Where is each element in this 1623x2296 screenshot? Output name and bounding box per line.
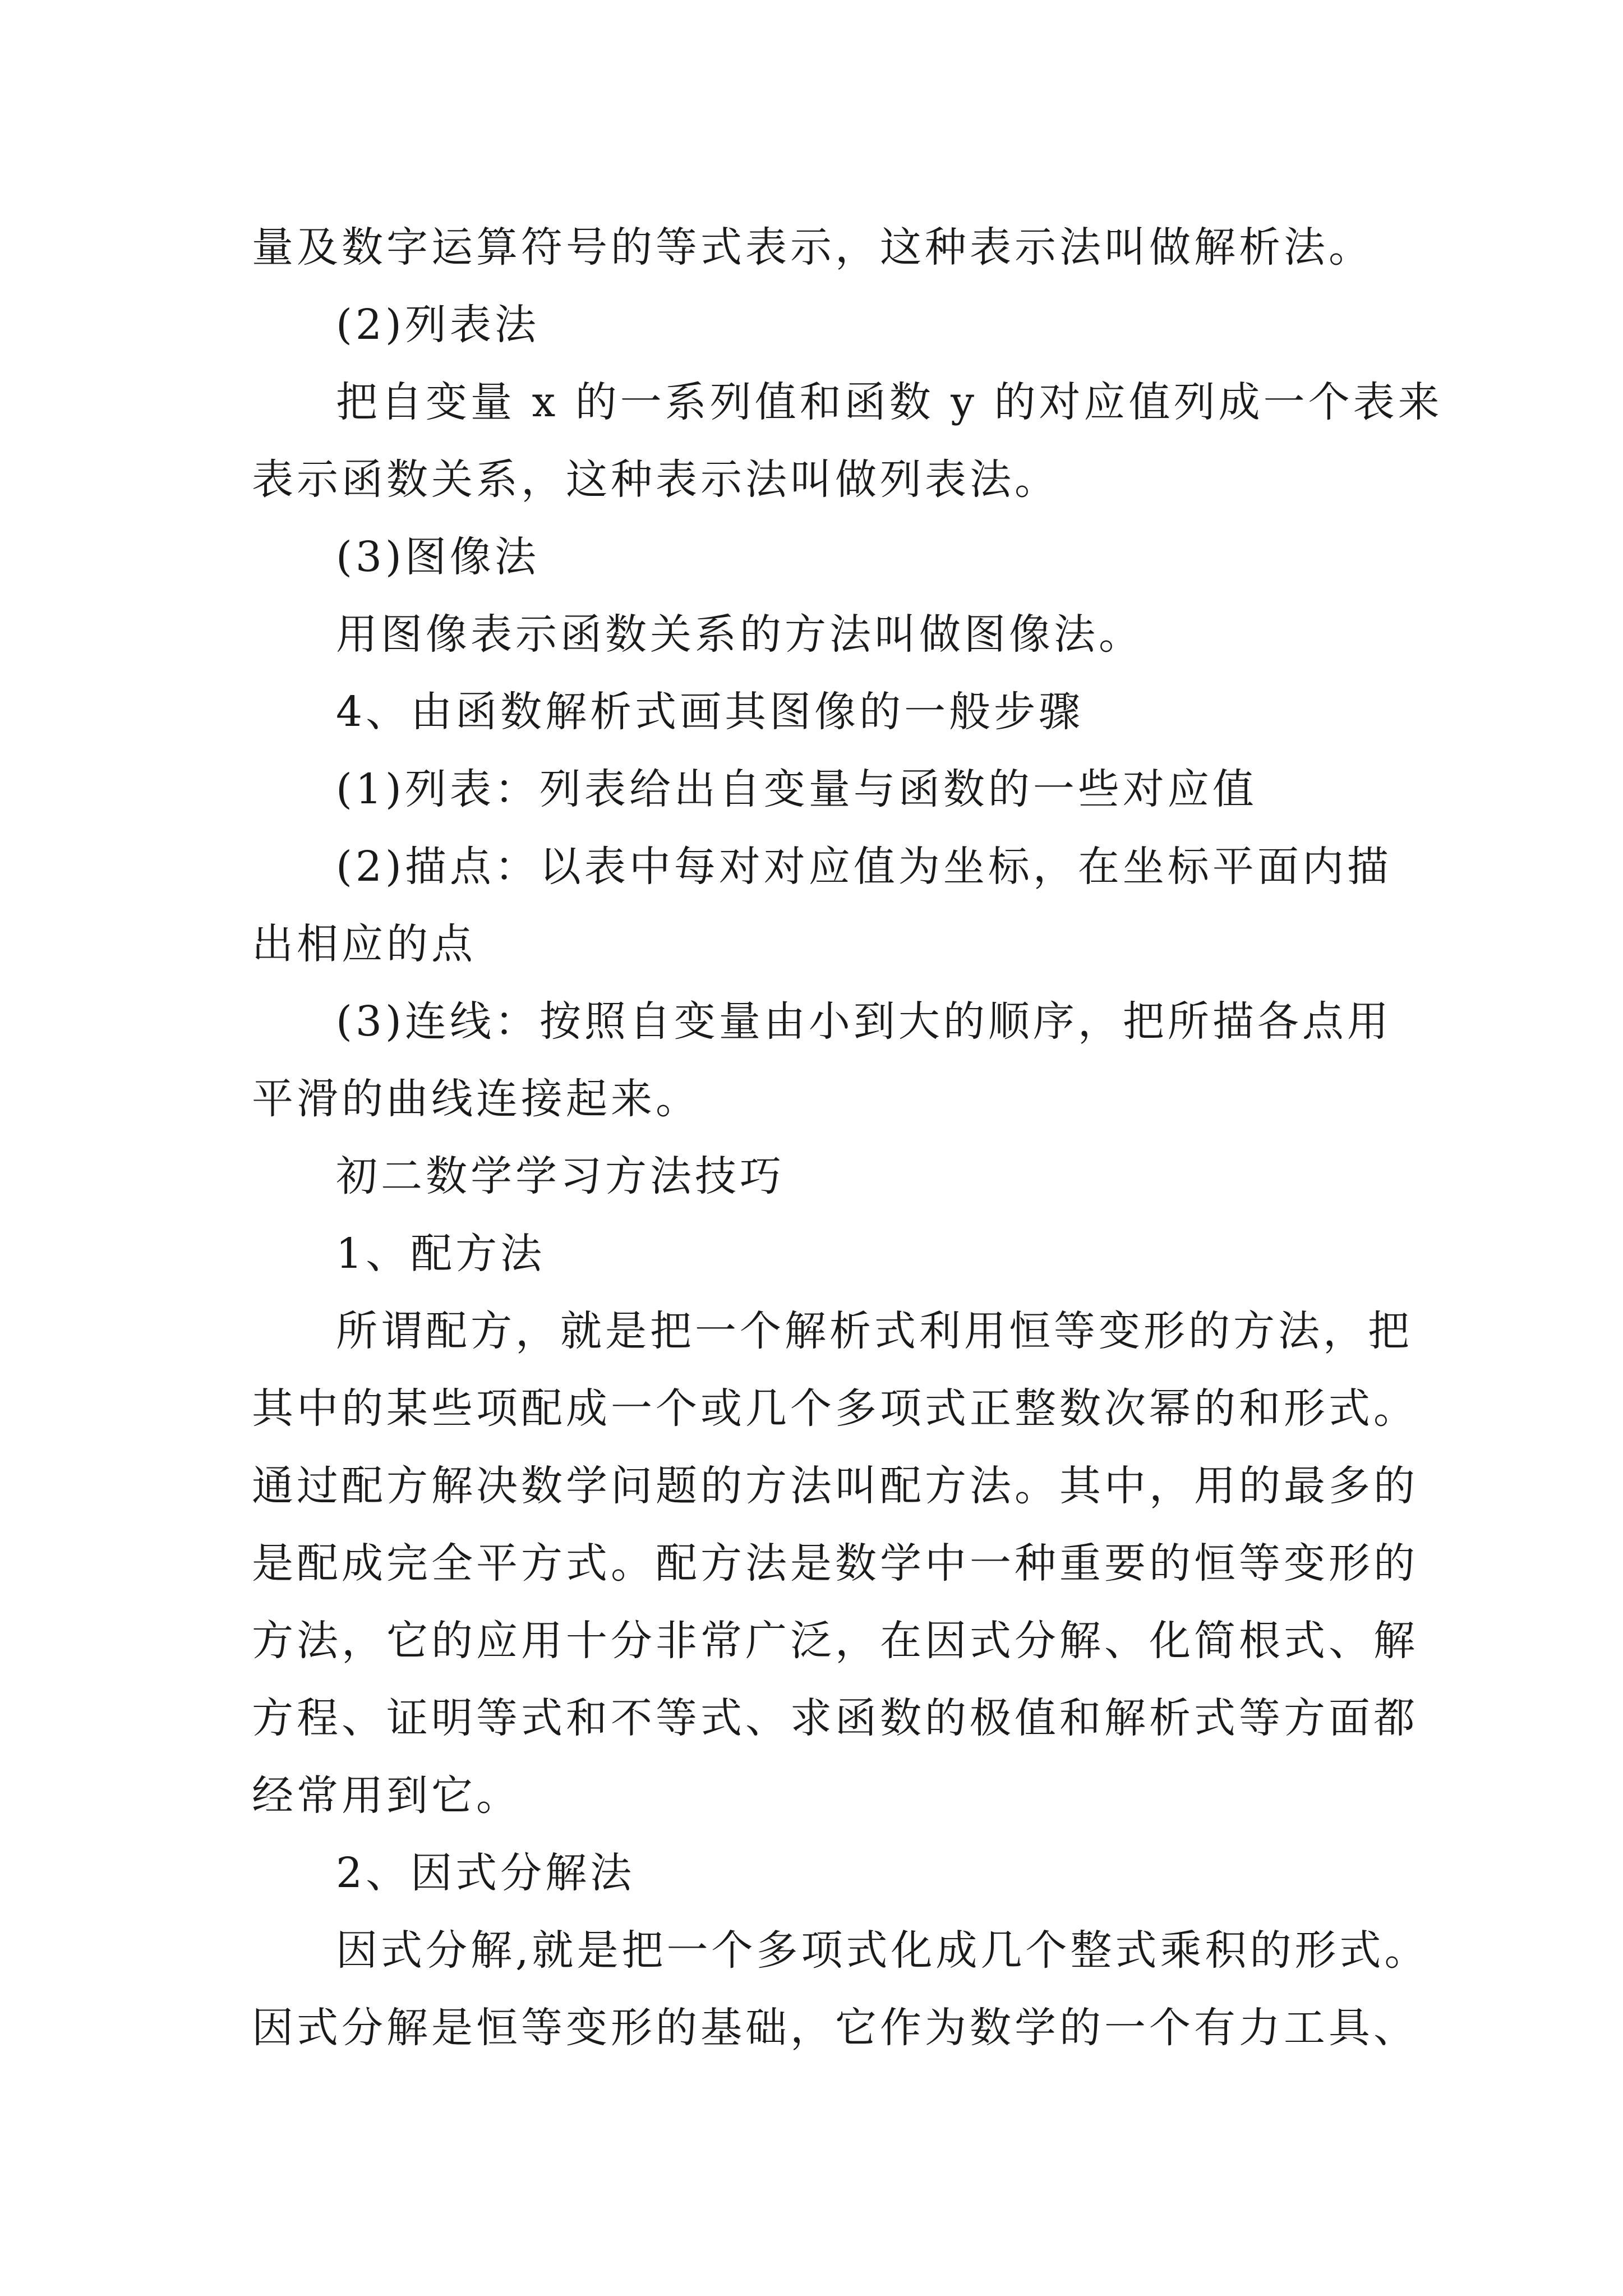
text-line: 所谓配方，就是把一个解析式利用恒等变形的方法，把	[336, 1307, 1413, 1355]
text-line: 把自变量 x 的一系列值和函数 y 的对应值列成一个表来	[336, 378, 1443, 426]
text-line: 因式分解,就是把一个多项式化成几个整式乘积的形式。	[336, 1926, 1430, 1975]
text-line: 初二数学学习方法技巧	[336, 1152, 785, 1200]
text-line: 方法，它的应用十分非常广泛，在因式分解、化简根式、解	[252, 1617, 1418, 1665]
text-line: 2、因式分解法	[336, 1849, 635, 1897]
text-line: 表示函数关系，这种表示法叫做列表法。	[252, 455, 1059, 504]
text-line: (2)描点：以表中每对对应值为坐标，在坐标平面内描	[336, 843, 1392, 891]
text-line: 通过配方解决数学问题的方法叫配方法。其中，用的最多的	[252, 1462, 1418, 1510]
text-line: 平滑的曲线连接起来。	[252, 1075, 700, 1123]
text-line: (3)图像法	[336, 533, 540, 581]
text-line: 经常用到它。	[252, 1772, 521, 1820]
text-line: 因式分解是恒等变形的基础，它作为数学的一个有力工具、	[252, 2004, 1418, 2052]
text-line: (3)连线：按照自变量由小到大的顺序，把所描各点用	[336, 997, 1392, 1046]
text-line: (1)列表：列表给出自变量与函数的一些对应值	[336, 765, 1257, 813]
text-line: 其中的某些项配成一个或几个多项式正整数次幂的和形式。	[252, 1384, 1418, 1433]
text-line: (2)列表法	[336, 301, 540, 349]
text-line: 1、配方法	[336, 1230, 546, 1278]
text-line: 出相应的点	[252, 920, 476, 968]
text-line: 4、由函数解析式画其图像的一般步骤	[336, 688, 1084, 736]
text-line: 用图像表示函数关系的方法叫做图像法。	[336, 610, 1144, 659]
text-line: 量及数字运算符号的等式表示，这种表示法叫做解析法。	[252, 223, 1373, 272]
document-body	[252, 209, 1443, 2067]
text-line: 是配成完全平方式。配方法是数学中一种重要的恒等变形的	[252, 1539, 1418, 1588]
text-line: 方程、证明等式和不等式、求函数的极值和解析式等方面都	[252, 1694, 1418, 1742]
